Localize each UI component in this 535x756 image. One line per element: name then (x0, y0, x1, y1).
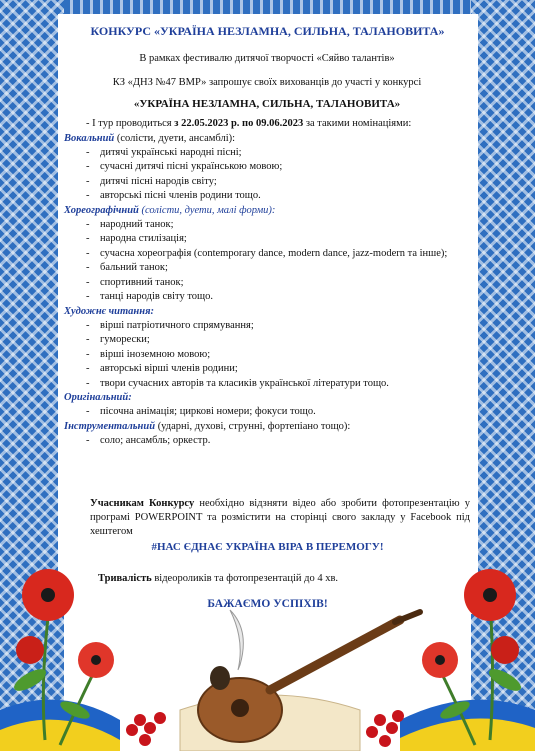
list-item: - народний танок; (88, 218, 470, 232)
list-item: - спортивний танок; (88, 276, 470, 290)
intro-line-1: В рамках фестивалю дитячої творчості «Сяйво талантів» (139, 53, 395, 64)
decorative-scene (0, 560, 535, 751)
list-item: - вірші іноземною мовою; (88, 348, 470, 362)
poppies-and-lute-illustration (0, 560, 535, 751)
category-name: Хореографічний (64, 204, 139, 216)
category-choreography (64, 204, 470, 305)
list-item: - вірші патріотичного спрямування; (88, 319, 470, 333)
list-item: - сучасні дитячі пісні українською мовою; (88, 160, 470, 174)
intro-subtitle: «УКРАЇНА НЕЗЛАМНА, СИЛЬНА, ТАЛАНОВИТА» (133, 97, 401, 110)
category-list (64, 218, 470, 304)
category-name: Оригінальний: (64, 391, 132, 403)
tour-suffix: за такими номінаціями: (305, 118, 412, 130)
category-vocal (64, 132, 470, 204)
duration-line (98, 573, 338, 584)
list-item: - дитячі пісні народів світу; (88, 175, 470, 189)
page-title: КОНКУРС «УКРАЇНА НЕЗЛАМНА, СИЛЬНА, ТАЛАНОВИТА» (90, 24, 445, 38)
category-instrumental (64, 420, 470, 449)
category-list (64, 146, 470, 204)
duration-bold: Тривалість (98, 573, 152, 584)
list-item: - авторські пісні членів родини тощо. (88, 189, 470, 203)
list-item: - авторські вірші членів родини; (88, 362, 470, 376)
list-item: - соло; ансамбль; оркестр. (88, 434, 470, 448)
category-list (64, 319, 470, 391)
list-item: - пісочна анімація; циркові номери; фокуси тощо. (88, 405, 470, 419)
category-reading (64, 305, 470, 391)
main-content (64, 52, 470, 449)
category-name: Художнє читання: (64, 305, 154, 317)
intro-line-2: КЗ «ДНЗ №47 ВМР» запрошує своїх вихованців до участі у конкурсі (112, 77, 422, 89)
participants-paragraph (90, 497, 470, 540)
list-item: - твори сучасних авторів та класиків української літератури тощо. (88, 377, 470, 391)
participants-bold: Учасникам Конкурсу (90, 498, 195, 509)
category-name: Вокальний (64, 132, 115, 144)
tour-line (64, 117, 470, 131)
category-name: Інструментальний (64, 420, 156, 432)
category-note: (солісти, дуети, малі форми): (138, 204, 276, 216)
participants-text: необхідно відзняти відео або зробити фотопрезентацію у програмі POWERPOINT та розмістити на сторінці свого закладу у Facebook під хештегом (90, 498, 470, 538)
category-list (64, 405, 470, 419)
list-item: - танці народів світу тощо. (88, 290, 470, 304)
category-note: (ударні, духові, струнні, фортепіано тощо): (155, 420, 351, 432)
category-list (64, 434, 470, 448)
poppies-right (422, 569, 519, 678)
quill-feather-icon (230, 610, 243, 670)
closing-wish: БАЖАЄМО УСПІХІВ! (207, 598, 328, 610)
list-item: - бальний танок; (88, 261, 470, 275)
category-note: (солісти, дуети, ансамблі): (114, 132, 236, 144)
hashtag-line: #НАС ЄДНАЄ УКРАЇНА ВІРА В ПЕРЕМОГУ! (151, 541, 384, 553)
list-item: - гуморески; (88, 333, 470, 347)
inkwell-icon (210, 666, 230, 690)
list-item: - народна стилізація; (88, 232, 470, 246)
duration-text: відеороликів та фотопрезентацій до 4 хв. (151, 573, 339, 584)
list-item: - сучасна хореографія (contemporary dance, modern dance, jazz-modern та інше); (88, 247, 470, 261)
tour-dates: з 22.05.2023 р. по 09.06.2023 (174, 118, 304, 130)
tour-prefix: - І тур проводиться (86, 118, 172, 130)
list-item: - дитячі українські народні пісні; (88, 146, 470, 160)
category-original (64, 391, 470, 420)
poppies-left (16, 569, 114, 678)
